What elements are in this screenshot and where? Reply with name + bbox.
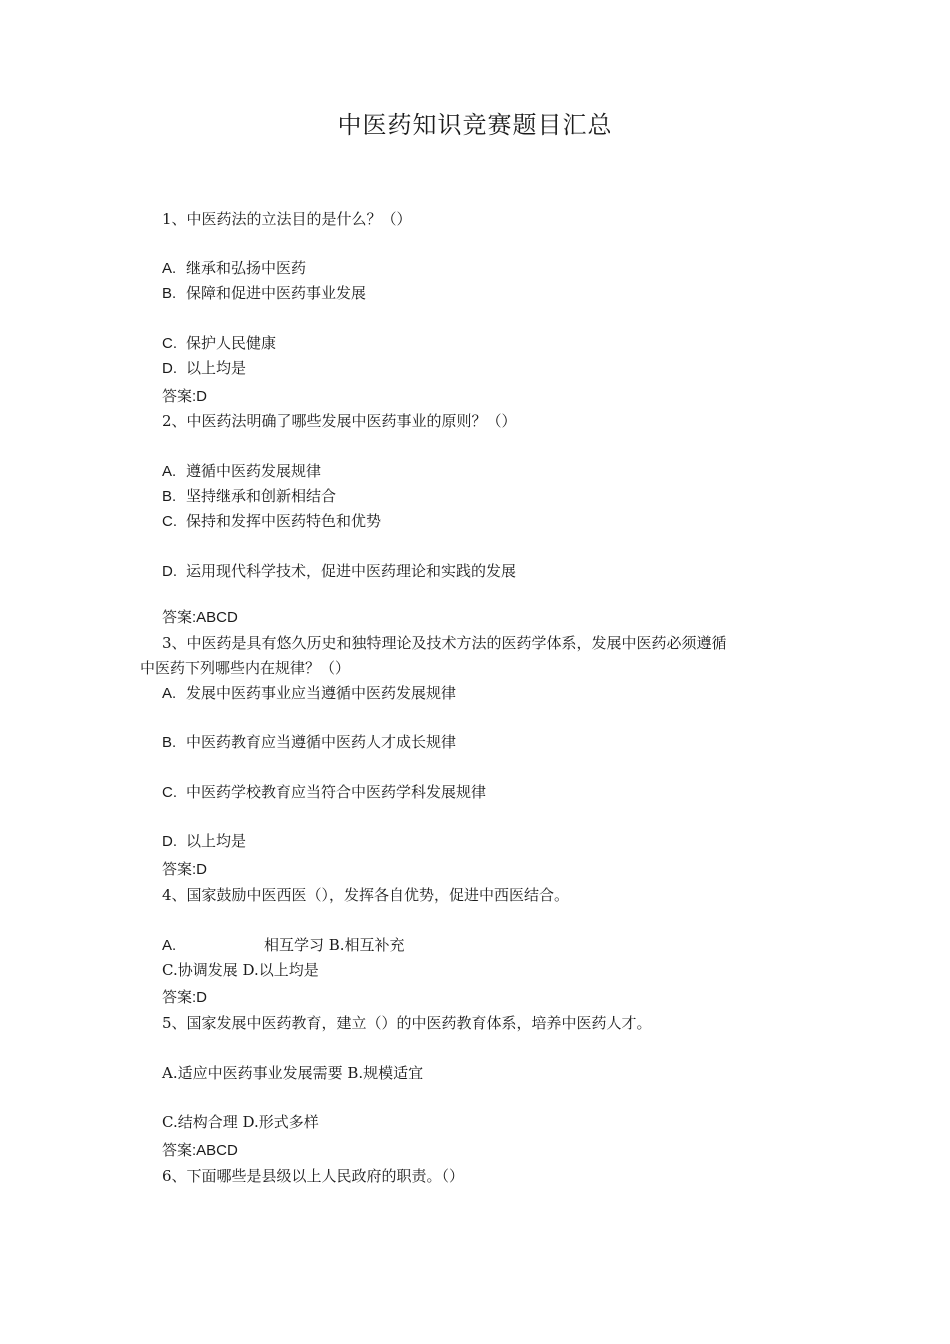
question-5-options-ab: A.适应中医药事业发展需要 B.规模适宜 bbox=[162, 1064, 424, 1082]
question-6-stem: 6、下面哪些是县级以上人民政府的职责。（） bbox=[162, 1167, 465, 1185]
option-text: 运用现代科学技术，促进中医药理论和实践的发展 bbox=[186, 562, 517, 580]
question-4-options-cd: C.协调发展 D.以上均是 bbox=[162, 961, 319, 979]
option-text: 相互学习 B.相互补充 bbox=[264, 936, 405, 954]
option-text: 继承和弘扬中医药 bbox=[186, 259, 307, 277]
question-4-answer: 答案:D bbox=[162, 989, 208, 1006]
option-letter: B. bbox=[162, 285, 177, 302]
question-2-option-a bbox=[162, 460, 321, 483]
question-1-answer: 答案:D bbox=[162, 388, 208, 405]
option-letter: C. bbox=[162, 513, 177, 530]
question-1-option-c bbox=[162, 332, 276, 355]
question-3-option-a bbox=[162, 682, 456, 705]
option-letter: A. bbox=[162, 937, 177, 954]
question-3-option-d bbox=[162, 830, 246, 853]
question-3-option-b bbox=[162, 731, 456, 754]
question-2-answer: 答案:ABCD bbox=[162, 609, 238, 626]
option-text: 中医药教育应当遵循中医药人才成长规律 bbox=[186, 733, 457, 751]
option-letter: A. bbox=[162, 685, 177, 702]
option-text: 坚持继承和创新相结合 bbox=[186, 487, 337, 505]
option-text: 以上均是 bbox=[186, 832, 247, 850]
option-letter: A. bbox=[162, 260, 177, 277]
option-letter: C. bbox=[162, 335, 177, 352]
question-3-option-c bbox=[162, 781, 486, 804]
option-text: 遵循中医药发展规律 bbox=[186, 462, 322, 480]
question-4-options-ab bbox=[162, 934, 405, 957]
question-5-options-cd: C.结构合理 D.形式多样 bbox=[162, 1113, 319, 1131]
option-text: 以上均是 bbox=[186, 359, 247, 377]
question-2-option-c bbox=[162, 510, 381, 533]
question-2-stem: 2、中医药法明确了哪些发展中医药事业的原则？（） bbox=[162, 412, 517, 430]
question-2-option-d bbox=[162, 560, 516, 583]
option-letter: D. bbox=[162, 360, 177, 377]
question-5-answer: 答案:ABCD bbox=[162, 1142, 238, 1159]
question-1-option-a bbox=[162, 257, 306, 280]
question-1-option-d bbox=[162, 357, 246, 380]
question-4-stem: 4、国家鼓励中医西医（），发挥各自优势，促进中西医结合。 bbox=[162, 886, 570, 904]
option-letter: C. bbox=[162, 784, 177, 801]
question-2-option-b bbox=[162, 485, 336, 508]
option-letter: D. bbox=[162, 563, 177, 580]
question-5-stem: 5、国家发展中医药教育，建立（）的中医药教育体系，培养中医药人才。 bbox=[162, 1014, 652, 1032]
option-text: 保持和发挥中医药特色和优势 bbox=[186, 512, 382, 530]
question-3-stem-line-2: 中医药下列哪些内在规律？（） bbox=[140, 659, 351, 677]
document-title: 中医药知识竞赛题目汇总 bbox=[337, 111, 613, 139]
option-letter: D. bbox=[162, 833, 177, 850]
option-text: 发展中医药事业应当遵循中医药发展规律 bbox=[186, 684, 457, 702]
option-letter: A. bbox=[162, 463, 177, 480]
question-1-option-b bbox=[162, 282, 366, 305]
option-text: 保护人民健康 bbox=[186, 334, 277, 352]
option-text: 保障和促进中医药事业发展 bbox=[186, 284, 367, 302]
option-letter: B. bbox=[162, 734, 177, 751]
option-letter: B. bbox=[162, 488, 177, 505]
option-text: 中医药学校教育应当符合中医药学科发展规律 bbox=[186, 783, 487, 801]
question-3-stem-line-1: 3、中医药是具有悠久历史和独特理论及技术方法的医药学体系，发展中医药必须遵循 bbox=[162, 634, 727, 652]
question-1-stem: 1、中医药法的立法目的是什么？（） bbox=[162, 210, 412, 228]
question-3-answer: 答案:D bbox=[162, 861, 208, 878]
